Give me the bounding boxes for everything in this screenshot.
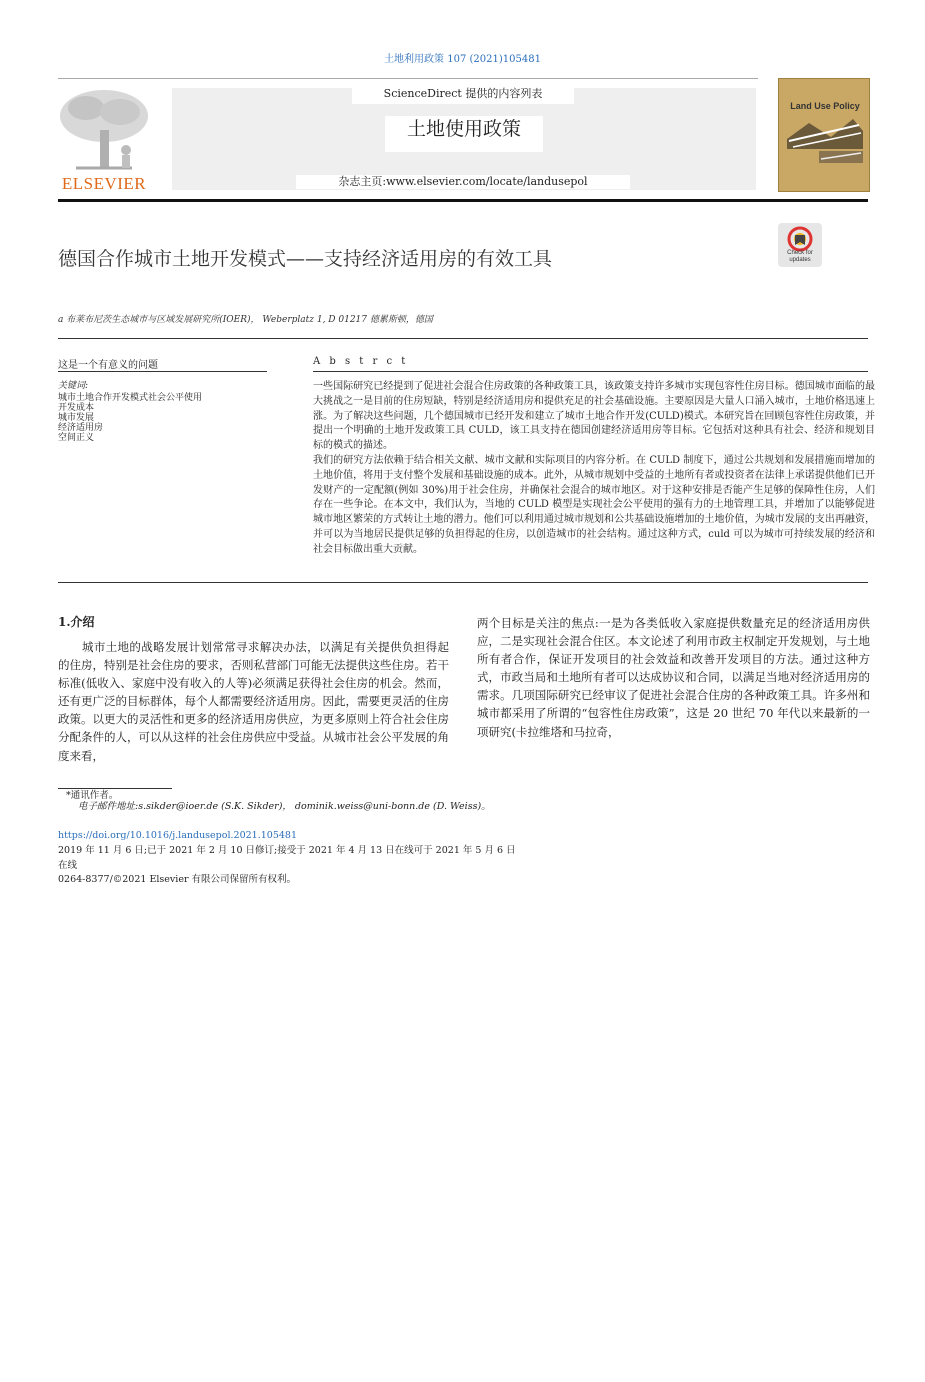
cover-art-icon	[779, 79, 869, 191]
keywords-label: 关键词:	[58, 381, 89, 391]
affiliation: a 布莱布尼茨生态城市与区域发展研究所(IOER)， Weberplatz 1, D 01217 德累斯顿，德国	[58, 315, 433, 325]
section-title: 1.介绍	[58, 615, 95, 629]
journal-title: 土地使用政策	[385, 116, 543, 152]
article-info-heading: 这是一个有意义的问题	[58, 360, 158, 371]
abstract-paragraph: 我们的研究方法依赖于结合相关文献、城市文献和实际项目的内容分析。在 CULD 制度下，通过公共规划和发展措施而增加的土地价值，将用于支付整个发展和基础设施的成本。此外，从城市规划中受益的土地所有者或投资者在法律上承诺提供他们已开发财产的一定配额(例如 30%)用于社会住房，并确保社会混合的城市地区。对于这种安排是否能产生足够的保障性住房，人们存在一些争论。在本文中，我们认为，当地的 CULD 模型是实现社会公平使用的强有力的土地管理工具，并增加了以能够促进城市地区繁荣的方式转让土地的潜力。他们可以利用通过城市规划和公共基础设施增加的土地价值，为城市发展的支出再融资，并可以为当地居民提供足够的负担得起的住房，以创造城市的社会结构。通过这种方式，culd 可以为城市可持续发展的经济和社会目标做出重大贡献。	[313, 454, 875, 555]
doi-link[interactable]: https://doi.org/10.1016/j.landusepol.2021.105481	[58, 830, 298, 841]
copyright: 0264-8377/©2021 Elsevier 有限公司保留所有权利。	[58, 874, 297, 885]
affiliation-rule	[58, 338, 868, 339]
keyword-item: 城市发展	[58, 413, 95, 423]
check-for-updates-badge[interactable]	[778, 223, 822, 267]
corresponding-author-note: *通讯作者。	[66, 790, 119, 801]
abstract-heading: A b s t r c t	[313, 356, 409, 367]
body-paragraph: 城市土地的战略发展计划常常寻求解决办法，以满足有关提供负担得起的住房，特别是社会住房的要求，否则私营部门可能无法提供这些住房。若干标准(低收入、家庭中没有收入的人等)必须满足获得社会住房的机会。然而，还有更广泛的目标群体，每个人都需要经济适用房。因此，需要更灵活的住房政策。以更大的灵活性和更多的经济适用房供应，为更多原则上符合社会住房分配条件的人，可以从这样的社会住房供应中受益。从城市社会公平发展的角度来看，	[58, 640, 449, 763]
article-info-rule	[58, 371, 267, 372]
keyword-item: 经济适用房	[58, 423, 104, 433]
check-updates-label: Check for updates	[787, 250, 813, 263]
journal-homepage[interactable]: 杂志主页:www.elsevier.com/locate/landusepol	[296, 175, 630, 189]
header-rule	[58, 78, 758, 79]
sciencedirect-line: ScienceDirect 提供的内容列表	[352, 84, 574, 104]
article-title: 德国合作城市土地开发模式——支持经济适用房的有效工具	[58, 248, 553, 270]
online-label: 在线	[58, 860, 78, 871]
abstract-paragraph: 一些国际研究已经提到了促进社会混合住房政策的各种政策工具，该政策支持许多城市实现包容性住房目标。德国城市面临的最大挑战之一是目前的住房短缺，特别是经济适用房和提供充足的社会基础设施。主要原因是大量人口涌入城市，土地价格迅速上涨。为了解决这些问题，几个德国城市已经开发和建立了城市土地合作开发(CULD)模式。本研究旨在回顾包容性住房政策，并提出一个明确的土地开发政策工具 CULD，该工具支持在德国创建经济适用房等目标。它包括对这种具有社会、经济和规划目标的模式的描述。	[313, 381, 875, 452]
header-thick-rule	[58, 199, 868, 202]
keyword-item: 空间正义	[58, 433, 95, 443]
body-paragraph: 两个目标是关注的焦点:一是为各类低收入家庭提供数量充足的经济适用房供应，二是实现社会混合住区。本文论述了利用市政主权制定开发规划，与土地所有者合作，保证开发项目的社会效益和改善开发项目的方法。通过这种方式，市政当局和土地所有者可以达成协议和合同，以满足当地对经济适用房的需求。几项国际研究已经审议了促进社会混合住房的各种政策工具。许多州和城市都采用了所谓的“包容性住房政策”，这是 20 世纪 70 年代以来最新的一项研究(卡拉维塔和马拉奇，	[477, 616, 870, 739]
journal-reference[interactable]: 土地利用政策 107 (2021)105481	[384, 54, 541, 65]
elsevier-wordmark: ELSEVIER	[61, 174, 147, 193]
email-footnote: 电子邮件地址:s.sikder@ioer.de (S.K. Sikder)， dominik.weiss@uni-bonn.de (D. Weiss)。	[78, 801, 491, 812]
abstract-rule	[313, 371, 868, 372]
abstract-body	[313, 380, 875, 558]
keywords-list	[58, 393, 202, 443]
footnote-rule	[58, 788, 172, 789]
keyword-item: 城市土地合作开发模式社会公平使用	[58, 393, 203, 403]
article-history: 2019 年 11 月 6 日;已于 2021 年 2 月 10 日修订;接受于 2021 年 4 月 13 日在线可于 2021 年 5 月 6 日	[58, 845, 516, 856]
journal-cover[interactable]	[778, 78, 870, 192]
body-right-column	[477, 614, 870, 741]
abstract-bottom-rule	[58, 582, 868, 583]
cover-title: Land Use Policy	[790, 101, 860, 111]
body-left-column	[58, 638, 449, 765]
elsevier-logo[interactable]	[56, 86, 152, 192]
keyword-item: 开发成本	[58, 403, 95, 413]
